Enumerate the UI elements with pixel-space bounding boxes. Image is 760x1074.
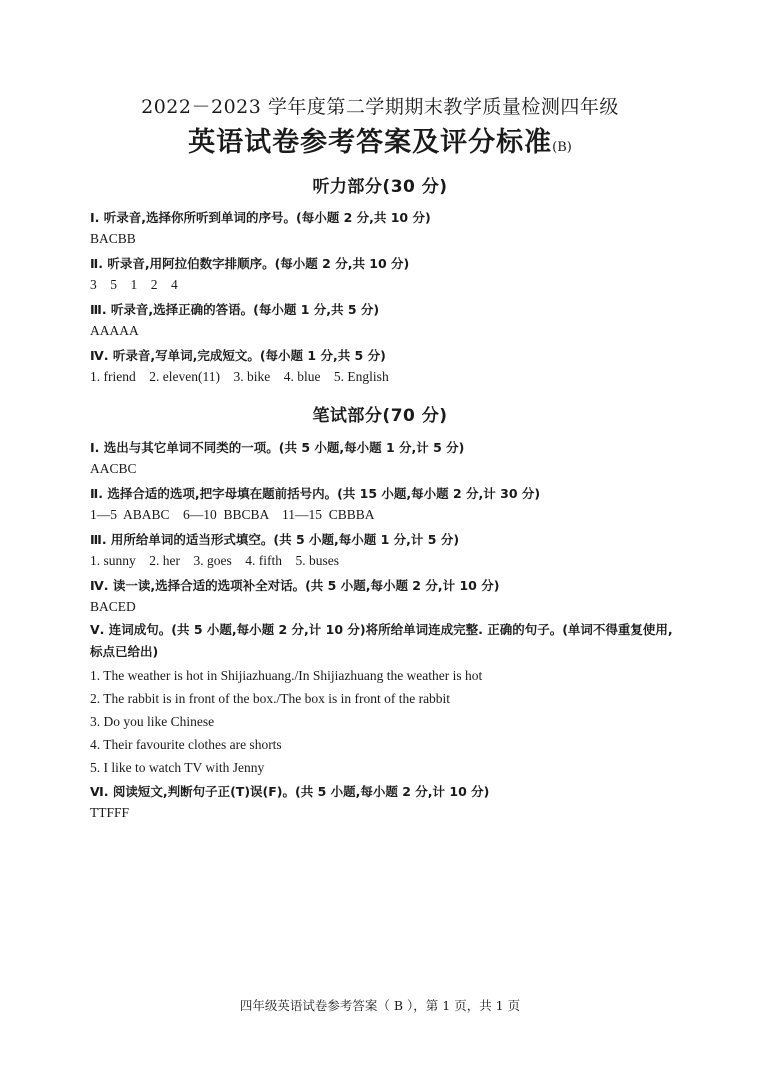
listening-answer-2: 3 5 1 2 4 bbox=[90, 277, 178, 292]
writing-answer-2: 1—5 ABABC 6—10 BBCBA 11—15 CBBBA bbox=[90, 507, 375, 522]
writing-question-1: Ⅰ. 选出与其它单词不同类的一项。(共 5 小题,每小题 1 分,计 5 分) bbox=[90, 440, 465, 455]
writing-answer-3: 1. sunny 2. her 3. goes 4. fifth 5. buses bbox=[90, 553, 339, 568]
listening-question-3: Ⅲ. 听录音,选择正确的答语。(每小题 1 分,共 5 分) bbox=[90, 302, 380, 317]
listening-question-1: Ⅰ. 听录音,选择你所听到单词的序号。(每小题 2 分,共 10 分) bbox=[90, 210, 431, 225]
writing-question-3: Ⅲ. 用所给单词的适当形式填空。(共 5 小题,每小题 1 分,计 5 分) bbox=[90, 532, 460, 547]
document-title-text: 英语试卷参考答案及评分标准 bbox=[188, 127, 553, 158]
listening-answer-3: AAAAA bbox=[90, 323, 139, 338]
writing-answer-5-line-3: 3. Do you like Chinese bbox=[90, 714, 215, 729]
listening-section-title: 听力部分(30 分) bbox=[312, 177, 448, 197]
writing-answer-5-line-5: 5. I like to watch TV with Jenny bbox=[90, 760, 265, 775]
writing-question-2: Ⅱ. 选择合适的选项,把字母填在题前括号内。(共 15 小题,每小题 2 分,计 30 分) bbox=[90, 486, 541, 501]
writing-question-5: Ⅴ. 连词成句。(共 5 小题,每小题 2 分,计 10 分)将所给单词连成完整. 正确的句子。(单词不得重复使用,标点已给出) bbox=[90, 622, 673, 659]
writing-answer-4: BACED bbox=[90, 599, 136, 614]
version-marker: (B) bbox=[552, 140, 572, 155]
writing-answer-6: TTFFF bbox=[90, 805, 130, 820]
writing-section-title: 笔试部分(70 分) bbox=[312, 406, 448, 426]
listening-question-4: Ⅳ. 听录音,写单词,完成短文。(每小题 1 分,共 5 分) bbox=[90, 348, 386, 363]
document-title bbox=[0, 120, 760, 159]
writing-question-4: Ⅳ. 读一读,选择合适的选项补全对话。(共 5 小题,每小题 2 分,计 10 分) bbox=[90, 578, 500, 593]
listening-question-2: Ⅱ. 听录音,用阿拉伯数字排顺序。(每小题 2 分,共 10 分) bbox=[90, 256, 410, 271]
exam-header-line: 2022－2023 学年度第二学期期末教学质量检测四年级 bbox=[141, 96, 619, 118]
page-footer: 四年级英语试卷参考答案（ B ），第 1 页，共 1 页 bbox=[239, 998, 521, 1013]
listening-answer-1: BACBB bbox=[90, 231, 136, 246]
writing-answer-1: AACBC bbox=[90, 461, 137, 476]
writing-answer-5-line-4: 4. Their favourite clothes are shorts bbox=[90, 737, 282, 752]
writing-answer-5-line-1: 1. The weather is hot in Shijiazhuang./In Shijiazhuang the weather is hot bbox=[90, 668, 483, 683]
writing-answer-5-line-2: 2. The rabbit is in front of the box./The box is in front of the rabbit bbox=[90, 691, 451, 706]
writing-question-6: Ⅵ. 阅读短文,判断句子正(T)误(F)。(共 5 小题,每小题 2 分,计 10 分) bbox=[90, 784, 490, 799]
listening-answer-4: 1. friend 2. eleven(11) 3. bike 4. blue 5. English bbox=[90, 369, 389, 384]
